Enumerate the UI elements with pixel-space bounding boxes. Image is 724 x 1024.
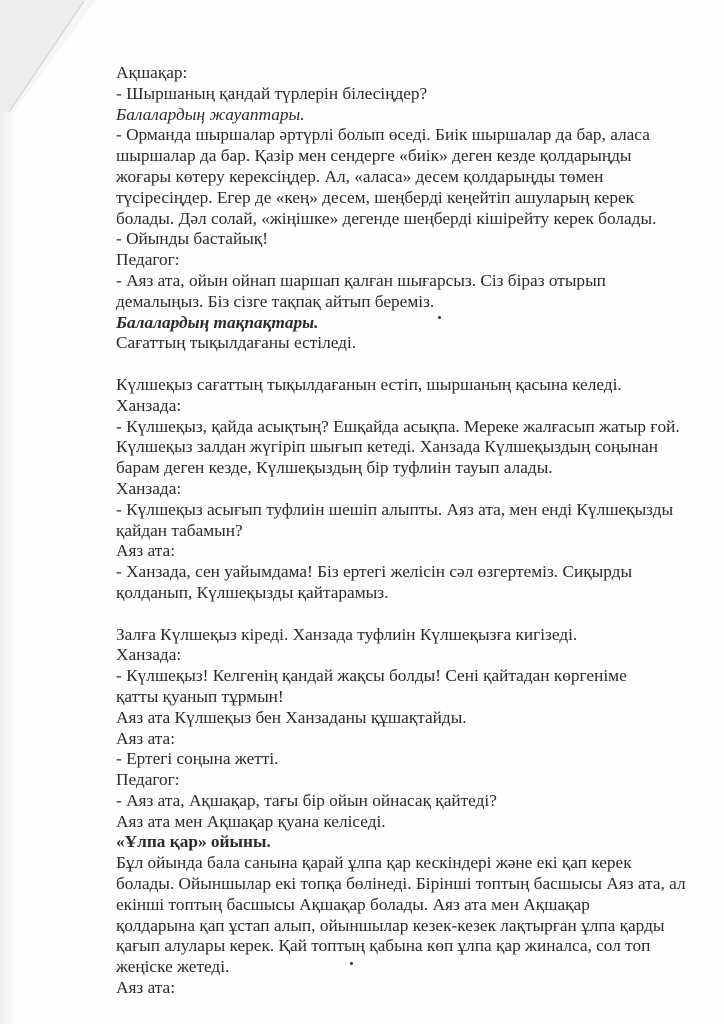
text-line: жеңіске жетеді. (116, 957, 230, 977)
text-line: Ханзада: (116, 645, 182, 665)
text-line: қатты қуанып тұрмын! (116, 686, 284, 706)
text-line: - Аяз ата, Ақшақар, тағы бір ойын ойнасақ қайтеді? (116, 790, 497, 810)
text-line: - Күлшеқыз асығып туфлиін шешіп алыпты. Аяз ата, мен енді Күлшеқызды (116, 499, 674, 519)
text-line: Күлшеқыз залдан жүгіріп шығып кетеді. Ханзада Күлшеқыздың соңынан (116, 437, 659, 457)
text-line: Педагог: (116, 770, 180, 790)
text-line: - Ханзада, сен уайымдама! Біз ертегі желісін сәл өзгертеміз. Сиқырды (116, 562, 633, 582)
text-line: қолданып, Күлшеқызды қайтарамыз. (116, 582, 389, 602)
text-line: - Орманда шыршалар әртүрлі болып өседі. Биік шыршалар да бар, аласа (116, 125, 650, 145)
text-line: Залға Күлшеқыз кіреді. Ханзада туфлиін Күлшеқызға кигізеді. (116, 624, 578, 644)
text-line: Аяз ата: (116, 541, 176, 561)
text-line: шыршалар да бар. Қазір мен сендерге «биік» деген кезде қолдарыңды (116, 146, 632, 166)
text-line: демалыңыз. Біз сізге тақпақ айтып береміз. (116, 291, 435, 311)
page-edge-shadow (0, 110, 14, 1024)
text-line: қағып алулары керек. Қай топтың қабына көп ұлпа қар жиналса, сол топ (116, 936, 651, 956)
heading-line: Балалардың жауаптары. (116, 104, 305, 124)
scan-speck (350, 962, 353, 965)
text-line: Аяз ата Күлшеқыз бен Ханзаданы құшақтайды. (116, 707, 467, 727)
text-line: қолдарына қап ұстап алып, ойыншылар кезек-кезек лақтырған ұлпа қарды (116, 915, 665, 935)
text-line: Аяз ата: (116, 728, 176, 748)
text-line: Бұл ойында бала санына қарай ұлпа қар кескіндері және екі қап керек (116, 853, 632, 873)
text-line: - Күлшеқыз! Келгенің қандай жақсы болды! Сені қайтадан көргеніме (116, 666, 627, 686)
text-line: барам деген кезде, Күлшеқыздың бір туфлиін тауып алады. (116, 458, 553, 478)
text-line: Сағаттың тықылдағаны естіледі. (116, 333, 357, 353)
blank-line (116, 354, 706, 375)
text-line: Аяз ата мен Ақшақар қуана келіседі. (116, 811, 386, 831)
text-line: - Ойынды бастайық! (116, 229, 268, 249)
text-line: екінші топтың басшысы Ақшақар болады. Аяз ата мен Ақшақар (116, 894, 590, 914)
text-line: Күлшеқыз сағаттың тықылдағанын естіп, шыршаның қасына келеді. (116, 374, 622, 394)
text-line: - Шыршаның қандай түрлерін білесіңдер? (116, 83, 428, 103)
scan-speck (438, 316, 441, 319)
text-line: жоғары көтеру керексіңдер. Ал, «аласа» десем қолдарыңды төмен (116, 166, 604, 186)
blank-line (116, 604, 706, 625)
text-line: Педагог: (116, 250, 180, 270)
text-line: қайдан табамын? (116, 520, 243, 540)
text-line: - Аяз ата, ойын ойнап шаршап қалған шығарсыз. Сіз біраз отырып (116, 270, 606, 290)
text-line: Ақшақар: (116, 63, 188, 82)
heading-line: «Ұлпа қар» ойыны. (116, 832, 271, 852)
text-line: Ханзада: (116, 395, 182, 415)
text-line: - Ертегі соңына жетті. (116, 749, 279, 769)
text-line: түсіресіңдер. Егер де «кең» десем, шеңберді кеңейтіп ашуларың керек (116, 187, 635, 207)
text-line: болады. Ойыншылар екі топқа бөлінеді. Бірінші топтың басшысы Аяз ата, ал (116, 874, 686, 894)
document-body (116, 63, 706, 999)
text-line: болады. Дәл солай, «жіңішке» дегенде шеңберді кішірейту керек болады. (116, 208, 657, 228)
text-line: - Күлшеқыз, қайда асықтың? Ешқайда асықпа. Мереке жалғасып жатыр ғой. (116, 416, 680, 436)
heading-line: Балалардың тақпақтары. (116, 312, 319, 332)
text-line: Аяз ата: (116, 978, 176, 998)
text-line: Ханзада: (116, 478, 182, 498)
